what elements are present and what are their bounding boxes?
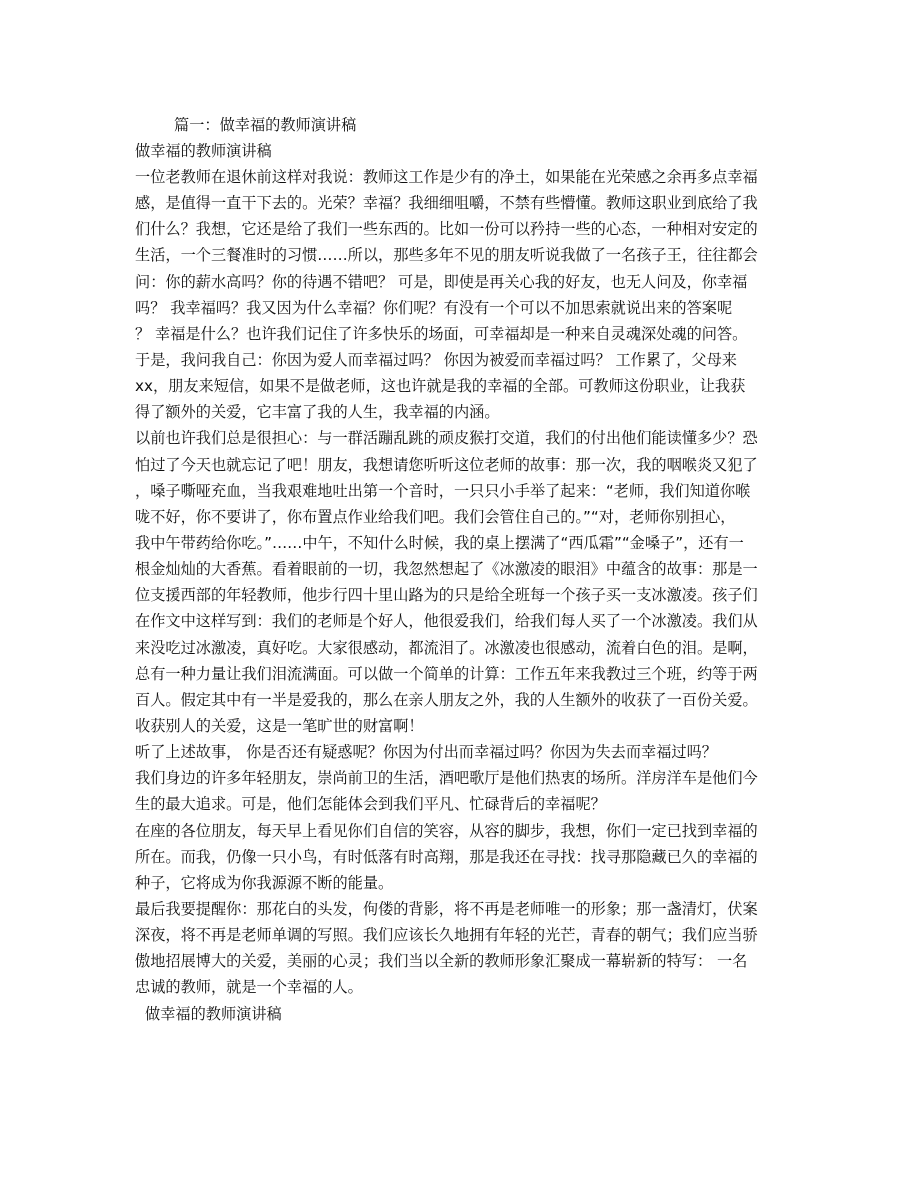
- body-line: 生的最大追求。可是，他们怎能体会到我们平凡、忙碌背后的幸福呢？: [135, 795, 606, 813]
- body-line: 生活，一个三餐准时的习惯……所以，那些多年不见的朋友听说我做了一名孩子王，往往都会: [135, 246, 758, 264]
- body-line: xx，朋友来短信，如果不是做老师，这也许就是我的幸福的全部。可教师这份职业，让我获: [135, 377, 746, 395]
- body-line: 于是，我问我自己：你因为爱人而幸福过吗？ 你因为被爱而幸福过吗？ 工作累了，父母来: [135, 351, 737, 369]
- body-line: 位支援西部的年轻教师，他步行四十里山路为的只是给全班每一个孩子买一支冰激凌。孩子们: [135, 586, 758, 604]
- body-line: 以前也许我们总是很担心：与一群活蹦乱跳的顽皮猴打交道，我们的付出他们能读懂多少？恐: [135, 429, 758, 447]
- body-line: 感，是值得一直干下去的。光荣？幸福？我细细咀嚼，不禁有些懵懂。教师这职业到底给了我: [135, 194, 758, 212]
- body-line: 得了额外的关爱，它丰富了我的人生，我幸福的内涵。: [135, 403, 500, 421]
- body-line: 在作文中这样写到：我们的老师是个好人，他很爱我们，给我们每人买了一个冰激凌。我们从: [135, 612, 758, 630]
- body-line: 最后我要提醒你：那花白的头发，佝偻的背影，将不再是老师唯一的形象；那一盏清灯，伏案: [135, 900, 758, 918]
- body-line: 所在。而我，仍像一只小鸟，有时低落有时高翔，那是我还在寻找：找寻那隐藏已久的幸福的: [135, 848, 758, 866]
- document-footer-title: 做幸福的教师演讲稿: [145, 1005, 282, 1023]
- body-line: ？ 幸福是什么？也许我们记住了许多快乐的场面，可幸福却是一种来自灵魂深处魂的问答。: [135, 325, 748, 343]
- body-line: 我们身边的许多年轻朋友，崇尚前卫的生活，酒吧歌厅是他们热衷的场所。洋房洋车是他们今: [135, 769, 758, 787]
- body-line: 听了上述故事， 你是否还有疑惑呢？你因为付出而幸福过吗？你因为失去而幸福过吗？: [135, 743, 717, 761]
- body-line: 百人。假定其中有一半是爱我的，那么在亲人朋友之外，我的人生额外的收获了一百份关爱。: [135, 691, 758, 709]
- body-line: 问：你的薪水高吗？你的待遇不错吧？ 可是，即使是再关心我的好友，也无人问及，你幸福: [135, 273, 748, 291]
- body-line: 一位老教师在退休前这样对我说：教师这工作是少有的净土，如果能在光荣感之余再多点幸福: [135, 168, 758, 186]
- body-line: 吗？ 我幸福吗？我又因为什么幸福？你们呢？有没有一个可以不加思索就说出来的答案呢: [135, 299, 733, 317]
- body-line: 们什么？我想，它还是给了我们一些东西的。比如一份可以矜持一些的心态，一种相对安定的: [135, 220, 758, 238]
- body-line: 傲地招展博大的关爱，美丽的心灵；我们当以全新的教师形象汇聚成一幕崭新的特写： 一名: [135, 952, 748, 970]
- body-line: 怕过了今天也就忘记了吧！朋友，我想请您听听这位老师的故事：那一次，我的咽喉炎又犯了: [135, 456, 758, 474]
- body-line: 在座的各位朋友，每天早上看见你们自信的笑容，从容的脚步，我想，你们一定已找到幸福的: [135, 822, 758, 840]
- body-line: 来没吃过冰激凌，真好吃。大家很感动，都流泪了。冰激凌也很感动，流着白色的泪。是啊，: [135, 639, 758, 657]
- body-line: 根金灿灿的大香蕉。看着眼前的一切，我忽然想起了《冰激凌的眼泪》中蕴含的故事：那是一: [135, 560, 758, 578]
- document-heading: 篇一：做幸福的教师演讲稿: [174, 116, 357, 134]
- body-line: 忠诚的教师，就是一个幸福的人。: [135, 978, 363, 996]
- body-line: 总有一种力量让我们泪流满面。可以做一个简单的计算：工作五年来我教过三个班，约等于两: [135, 665, 758, 683]
- document-subtitle: 做幸福的教师演讲稿: [135, 142, 272, 160]
- body-line: ，嗓子嘶哑充血，当我艰难地吐出第一个音时，一只只小手举了起来：“老师，我们知道你喉: [135, 482, 751, 500]
- body-line: 我中午带药给你吃。”……中午，不知什么时候，我的桌上摆满了“西瓜霜”“金嗓子”，还有一: [135, 534, 744, 552]
- body-line: 收获别人的关爱，这是一笔旷世的财富啊！: [135, 717, 424, 735]
- body-line: 咙不好，你不要讲了，你布置点作业给我们吧。我们会管住自己的。”“对，老师你别担心，: [135, 508, 736, 526]
- body-line: 深夜，将不再是老师单调的写照。我们应该长久地拥有年轻的光芒，青春的朝气；我们应当骄: [135, 926, 758, 944]
- body-line: 种子，它将成为你我源源不断的能量。: [135, 874, 394, 892]
